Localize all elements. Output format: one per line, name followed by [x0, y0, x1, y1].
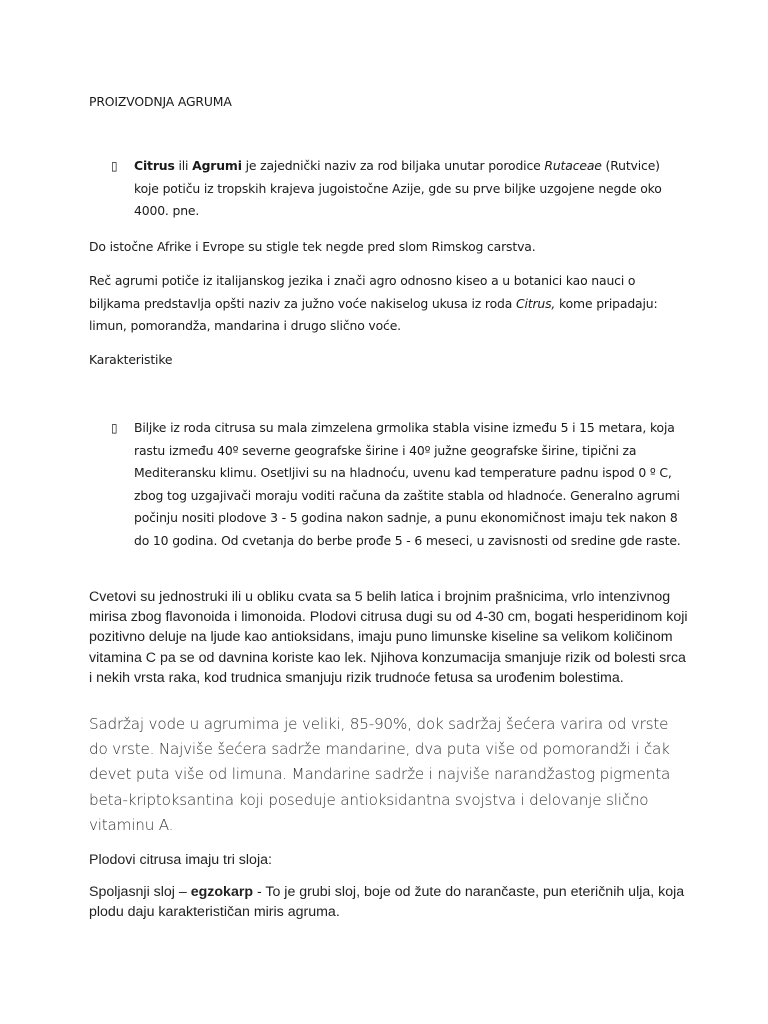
text-fragment: - To je grubi sloj, boje od žute do narančaste, pun eteričnih ulja, koja plodu daju karakterističan miris agruma.: [89, 884, 685, 921]
section-heading-karakteristike: Karakteristike: [89, 352, 173, 367]
bullet-icon: ▯: [111, 421, 118, 435]
text-fragment: Reč agrumi potiče iz italijanskog jezika i znači agro odnosno kiseo a u botanici kao nauci o biljkama predstavlja opšti naziv za južno voće nakiselog ukusa iz roda: [89, 273, 636, 311]
paragraph-flowers: Cvetovi su jednostruki ili u obliku cvata sa 5 belih latica i brojnim prašnicima, vrlo intenzivnog mirisa zbog flavonoida i limonoida. Plodovi citrusa dugi su od 4-30 cm, bogati hesperidinom koji pozitivno deluje na ljude kao antioksidans, imaju puno limunske kiseline sa velikom količinom vitamina C pa se od davnina koriste kao lek. Njihova konzumacija smanjuje rizik od bolesti srca i nekih vrsta raka, kod trudnica smanjuju rizik trudnoće fetusa sa urođenim bolestima.: [89, 589, 688, 686]
document-title: PROIZVODNJA AGRUMA: [89, 94, 232, 109]
bullet-item-characteristics: [113, 417, 688, 552]
term-egzokarp: egzokarp: [190, 884, 254, 900]
text-fragment: ili: [174, 158, 193, 173]
bullet-item-citrus: [113, 155, 688, 223]
text-fragment: kome pripadaju: limun, pomorandža, mandarina i drugo slično voće.: [89, 295, 658, 333]
bullet-icon: ▯: [111, 159, 118, 173]
paragraph-etymology: [89, 270, 689, 338]
text-fragment: (Rutvice) koje potiču iz tropskih krajeva jugoistočne Azije, gde su prve biljke uzgojene negde oko 4000. pne.: [134, 158, 662, 218]
paragraph-layers: Plodovi citrusa imaju tri sloja:: [89, 852, 272, 868]
paragraph-water-content: Sadržaj vode u agrumima je veliki, 85-90%, dok sadržaj šećera varira od vrste do vrste. Najviše šećera sadrže mandarine, dva puta više od pomorandži i čak devet puta više od limuna. Mandarine sadrže i najviše narandžastog pigmenta beta-kriptoksantina koji poseduje antioksidantna svojstva i delovanje slično vitaminu A.: [89, 715, 671, 834]
term-citrus: Citrus: [134, 158, 175, 173]
paragraph-spread: Do istočne Afrike i Evrope su stigle tek negde pred slom Rimskog carstva.: [89, 239, 536, 254]
term-agrumi: Agrumi: [192, 158, 242, 173]
paragraph-exocarp: [89, 882, 689, 922]
bullet-text: [134, 155, 688, 223]
latin-citrus: Citrus,: [515, 295, 556, 311]
latin-rutaceae: Rutaceae: [544, 158, 602, 173]
bullet-text: Biljke iz roda citrusa su mala zimzelena grmolika stabla visine između 5 i 15 metara, koja rastu između 40º severne geografske širine i 40º južne geografske širine, tipični za Mediteransku klimu. Osetljivi su na hladnoću, uvenu kad temperature padnu ispod 0 º C, zbog tog uzgajivači moraju voditi računa da zaštite stabla od hladnoće. Generalno agrumi počinju nositi plodove 3 - 5 godina nakon sadnje, a punu ekonomičnost imaju tek nakon 8 do 10 godina. Od cvetanja do berbe prođe 5 - 6 meseci, u zavisnosti od sredine gde raste.: [134, 420, 681, 548]
text-fragment: je zajednički naziv za rod biljaka unutar porodice: [241, 158, 545, 173]
text-fragment: Spoljasnji sloj –: [89, 884, 191, 900]
